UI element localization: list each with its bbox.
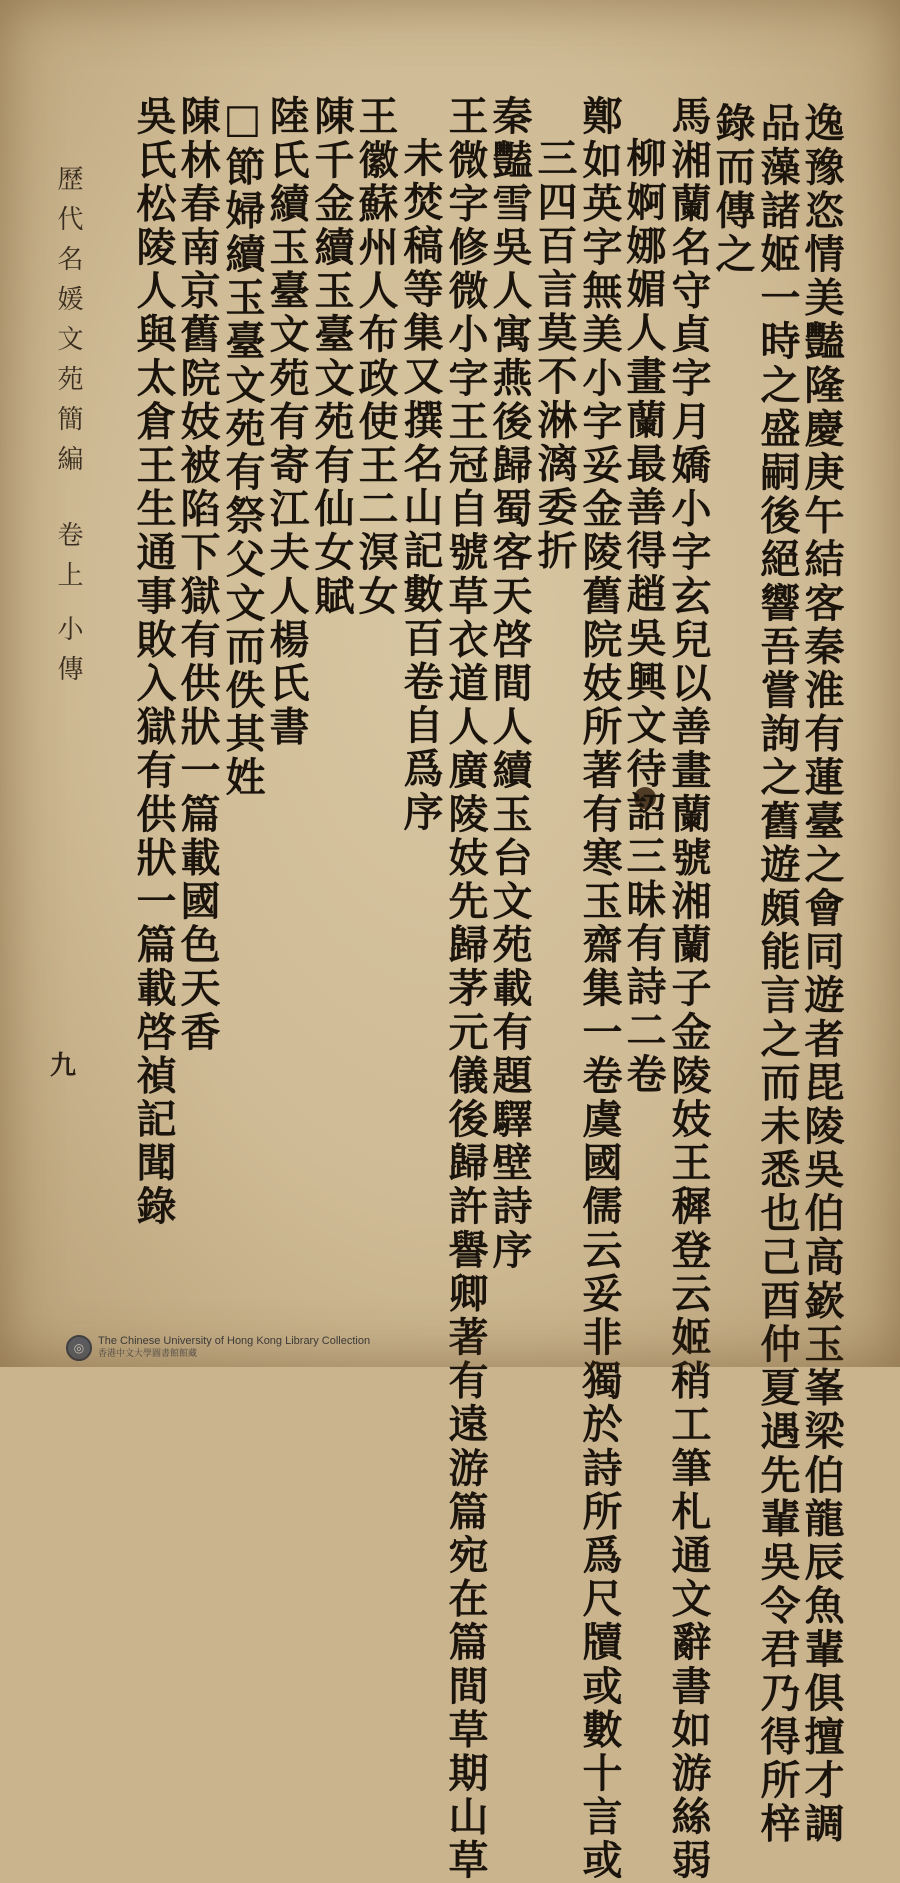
text-column-16: 吳氏松陵人與太倉王生通事敗入獄有供狀一篇載啓禎記聞錄 — [130, 95, 177, 1229]
text-column-9: 王微字修微小字王冠自號草衣道人廣陵妓先歸茅元儀後歸許譽卿著有遠游篇宛在篇間草期山草 — [442, 95, 489, 1883]
book-title: 歷代名媛文苑簡編 — [53, 165, 83, 485]
text-column-4: 馬湘蘭名守貞字月嬌小字玄兒以善畫蘭號湘蘭子金陵妓王穉登云姬稍工筆札通文辭書如游絲弱 — [665, 95, 712, 1883]
page-number: 九 — [50, 1051, 77, 1081]
text-column-10: 未焚稿等集又撰名山記數百卷自爲序 — [397, 137, 444, 835]
library-seal-icon: ◎ — [66, 1335, 92, 1361]
text-column-11: 王徽蘇州人布政使王二溟女 — [352, 95, 399, 619]
text-column-14: □節婦續玉臺文苑有祭父文而佚其姓 — [219, 95, 266, 800]
running-header — [50, 165, 87, 695]
section-label: 小傳 — [53, 615, 83, 695]
volume-label: 卷上 — [53, 521, 83, 601]
text-column-15: 陳林春南京舊院妓被陷下獄有供狀一篇載國色天香 — [174, 95, 221, 1055]
text-column-2: 品藻諸姬一時之盛嗣後絕響吾嘗詢之舊遊頗能言之而未悉也己酉仲夏遇先輩吳令君乃得所梓 — [754, 102, 801, 1846]
text-column-5: 柳婀娜媚人畫蘭最善得趙吳興文待詔三昧有詩二卷 — [620, 137, 667, 1097]
text-column-1: 逸豫恣情美豔隆慶庚午結客秦淮有蓮臺之會同遊者毘陵吳伯高嶔玉峯梁伯龍辰魚輩俱擅才調 — [798, 102, 845, 1846]
watermark-english: The Chinese University of Hong Kong Library Collection — [98, 1335, 371, 1347]
text-column-6: 鄭如英字無美小字妥金陵舊院妓所著有寒玉齋集一卷虞國儒云妥非獨於詩所爲尺牘或數十言或 — [576, 95, 623, 1883]
watermark-chinese: 香港中文大學圖書館館藏 — [98, 1349, 198, 1359]
text-column-13: 陸氏續玉臺文苑有寄江夫人楊氏書 — [263, 95, 310, 749]
text-column-7: 三四百言莫不淋漓委折 — [531, 137, 578, 573]
text-column-3: 錄而傳之 — [709, 102, 756, 277]
library-watermark — [66, 1332, 386, 1364]
text-column-8: 秦豔雪吳人寓燕後歸蜀客天啓間人續玉台文苑載有題驛壁詩序 — [486, 95, 533, 1273]
text-column-12: 陳千金續玉臺文苑有仙女賦 — [308, 95, 355, 619]
